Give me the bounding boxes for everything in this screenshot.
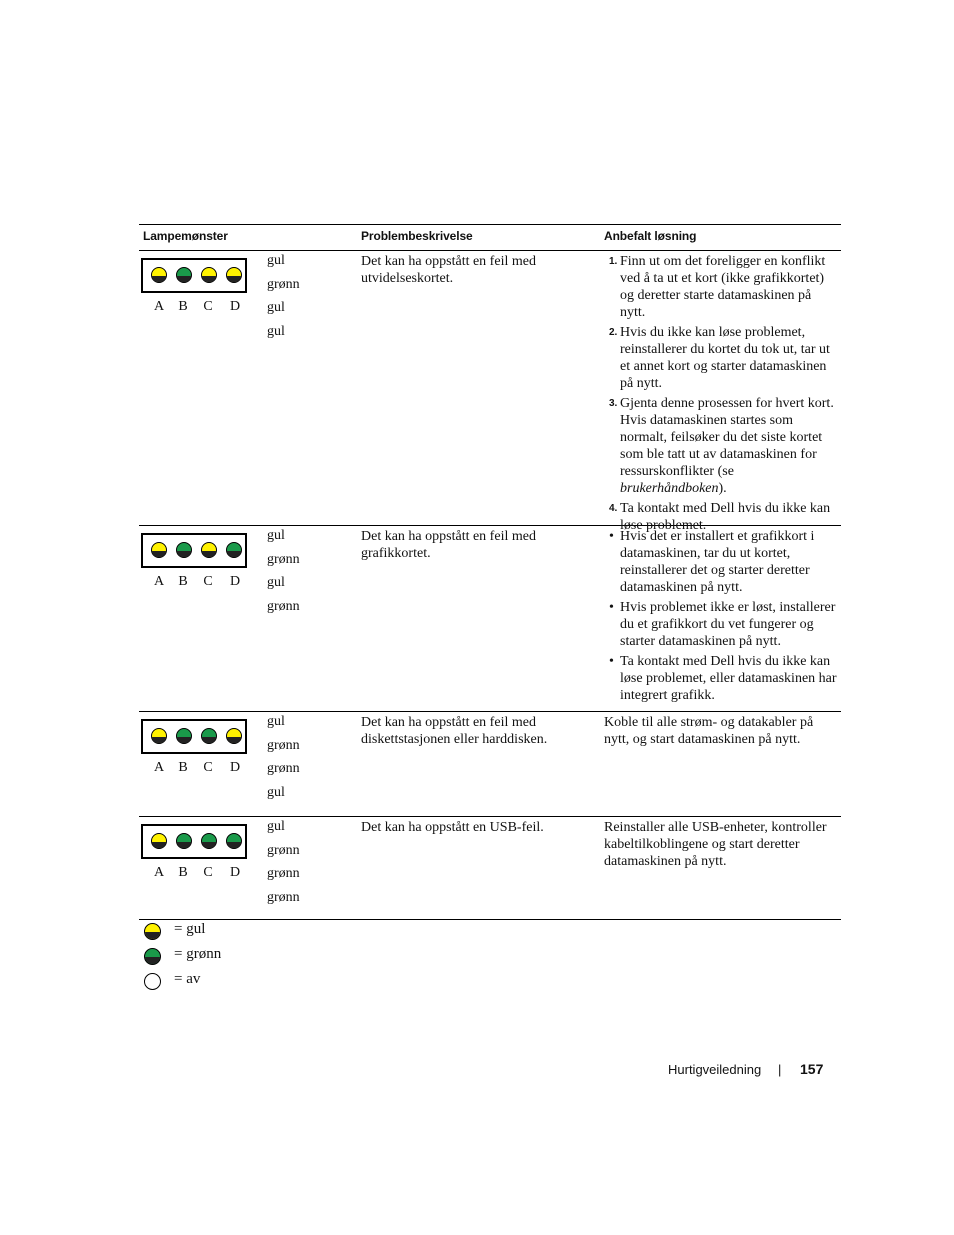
color-a: gul bbox=[267, 714, 285, 729]
color-c: grønn bbox=[267, 866, 300, 881]
solution-bullet: • Ta kontakt med Dell hvis du ikke kan løse problemet, eller datamaskinen har integrert grafikk. bbox=[609, 654, 837, 703]
color-d: gul bbox=[267, 323, 285, 339]
label-b: B bbox=[178, 299, 188, 314]
label-c: C bbox=[203, 299, 213, 314]
diagnostic-lights-table bbox=[139, 224, 841, 920]
led-b-icon bbox=[176, 833, 192, 849]
label-d: D bbox=[229, 760, 241, 775]
label-d: D bbox=[229, 865, 241, 880]
color-d: grønn bbox=[267, 889, 300, 905]
page-number: 157 bbox=[800, 1061, 824, 1077]
light-panel bbox=[141, 533, 247, 568]
led-c-icon bbox=[201, 542, 217, 558]
recommended-solution bbox=[604, 528, 840, 707]
label-a: A bbox=[153, 574, 165, 589]
table-row bbox=[139, 526, 841, 712]
header-problem-description: Problembeskrivelse bbox=[361, 229, 473, 243]
light-panel bbox=[141, 258, 247, 293]
led-c-icon bbox=[201, 267, 217, 283]
color-a: gul bbox=[267, 253, 285, 268]
label-c: C bbox=[203, 760, 213, 775]
green-light-icon bbox=[144, 948, 161, 965]
off-light-icon bbox=[144, 973, 161, 990]
label-a: A bbox=[153, 760, 165, 775]
table-row bbox=[139, 712, 841, 817]
label-d: D bbox=[229, 299, 241, 314]
problem-description: Det kan ha oppstått en USB-feil. bbox=[361, 820, 544, 835]
label-b: B bbox=[178, 760, 188, 775]
header-light-pattern: Lampemønster bbox=[143, 229, 228, 243]
led-a-icon bbox=[151, 728, 167, 744]
label-b: B bbox=[178, 865, 188, 880]
color-c: gul bbox=[267, 300, 285, 315]
led-d-icon bbox=[226, 267, 242, 283]
table-header bbox=[139, 224, 841, 251]
color-b: grønn bbox=[267, 737, 300, 753]
color-c: gul bbox=[267, 575, 285, 590]
led-c-icon bbox=[201, 833, 217, 849]
color-d: gul bbox=[267, 784, 285, 800]
recommended-solution: Koble til alle strøm- og datakabler på nytt, og start datamaskinen på nytt. bbox=[604, 715, 814, 747]
solution-step: 2. Hvis du ikke kan løse problemet, reinstallerer du kortet du tok ut, tar ut et annet kort og starter datamaskinen på nytt. bbox=[609, 325, 830, 391]
led-a-icon bbox=[151, 542, 167, 558]
problem-description: Det kan ha oppstått en feil med diskettstasjonen eller harddisken. bbox=[361, 715, 548, 747]
light-panel bbox=[141, 824, 247, 859]
light-panel bbox=[141, 719, 247, 754]
problem-description: Det kan ha oppstått en feil med grafikkortet. bbox=[361, 529, 536, 561]
led-d-icon bbox=[226, 728, 242, 744]
color-a: gul bbox=[267, 528, 285, 543]
led-b-icon bbox=[176, 267, 192, 283]
color-b: grønn bbox=[267, 276, 300, 292]
label-b: B bbox=[178, 574, 188, 589]
color-b: grønn bbox=[267, 551, 300, 567]
led-d-icon bbox=[226, 542, 242, 558]
label-c: C bbox=[203, 574, 213, 589]
solution-step-3-text: Gjenta denne prosessen for hvert kort. Hvis datamaskinen startes som normalt, feilsøker du det siste kortet som ble tatt ut av datamaskinen for ressurskonflikter (se brukerhåndboken). bbox=[620, 396, 834, 496]
problem-description: Det kan ha oppstått en feil med utvidelseskortet. bbox=[361, 254, 536, 286]
solution-bullet: • Hvis problemet ikke er løst, installerer du et grafikkort du vet fungerer og starter datamaskinen på nytt. bbox=[609, 600, 836, 649]
manual-reference: brukerhåndboken bbox=[620, 481, 719, 496]
solution-step: 1. Finn ut om det foreligger en konflikt ved å ta ut et kort (ikke grafikkortet) og deretter starte datamaskinen på nytt. bbox=[609, 254, 826, 320]
solution-bullet: • Hvis det er installert et grafikkort i datamaskinen, tar du ut kortet, reinstallerer det og starter deretter datamaskinen på nytt. bbox=[609, 529, 815, 595]
led-a-icon bbox=[151, 833, 167, 849]
color-list bbox=[267, 714, 300, 808]
recommended-solution bbox=[604, 253, 840, 537]
header-recommended-solution: Anbefalt løsning bbox=[604, 229, 697, 243]
label-a: A bbox=[153, 865, 165, 880]
legend-text: = av bbox=[174, 971, 201, 987]
color-a: gul bbox=[267, 819, 285, 834]
color-d: grønn bbox=[267, 598, 300, 614]
legend-text: = gul bbox=[174, 921, 206, 937]
legend-text: = grønn bbox=[174, 946, 222, 962]
label-a: A bbox=[153, 299, 165, 314]
label-d: D bbox=[229, 574, 241, 589]
color-b: grønn bbox=[267, 842, 300, 858]
led-a-icon bbox=[151, 267, 167, 283]
yellow-light-icon bbox=[144, 923, 161, 940]
color-c: grønn bbox=[267, 761, 300, 776]
section-title: Hurtigveiledning bbox=[668, 1062, 762, 1077]
led-b-icon bbox=[176, 728, 192, 744]
led-c-icon bbox=[201, 728, 217, 744]
solution-step: 3. Gjenta denne prosessen for hvert kort. Hvis datamaskinen startes som normalt, feilsøker du det siste kortet som ble tatt ut av datamaskinen for ressurskonflikter (se brukerhåndboken). bbox=[609, 396, 834, 496]
label-c: C bbox=[203, 865, 213, 880]
led-d-icon bbox=[226, 833, 242, 849]
color-list bbox=[267, 253, 300, 347]
color-list bbox=[267, 528, 300, 622]
table-row bbox=[139, 817, 841, 920]
recommended-solution: Reinstaller alle USB-enheter, kontroller kabeltilkoblingene og start deretter datamaskinen på nytt. bbox=[604, 820, 827, 869]
color-list bbox=[267, 819, 300, 913]
led-b-icon bbox=[176, 542, 192, 558]
footer-separator: | bbox=[778, 1062, 782, 1077]
table-row bbox=[139, 251, 841, 533]
solution-step: 4. Ta kontakt med Dell hvis du ikke kan løse problemet. bbox=[609, 501, 831, 533]
